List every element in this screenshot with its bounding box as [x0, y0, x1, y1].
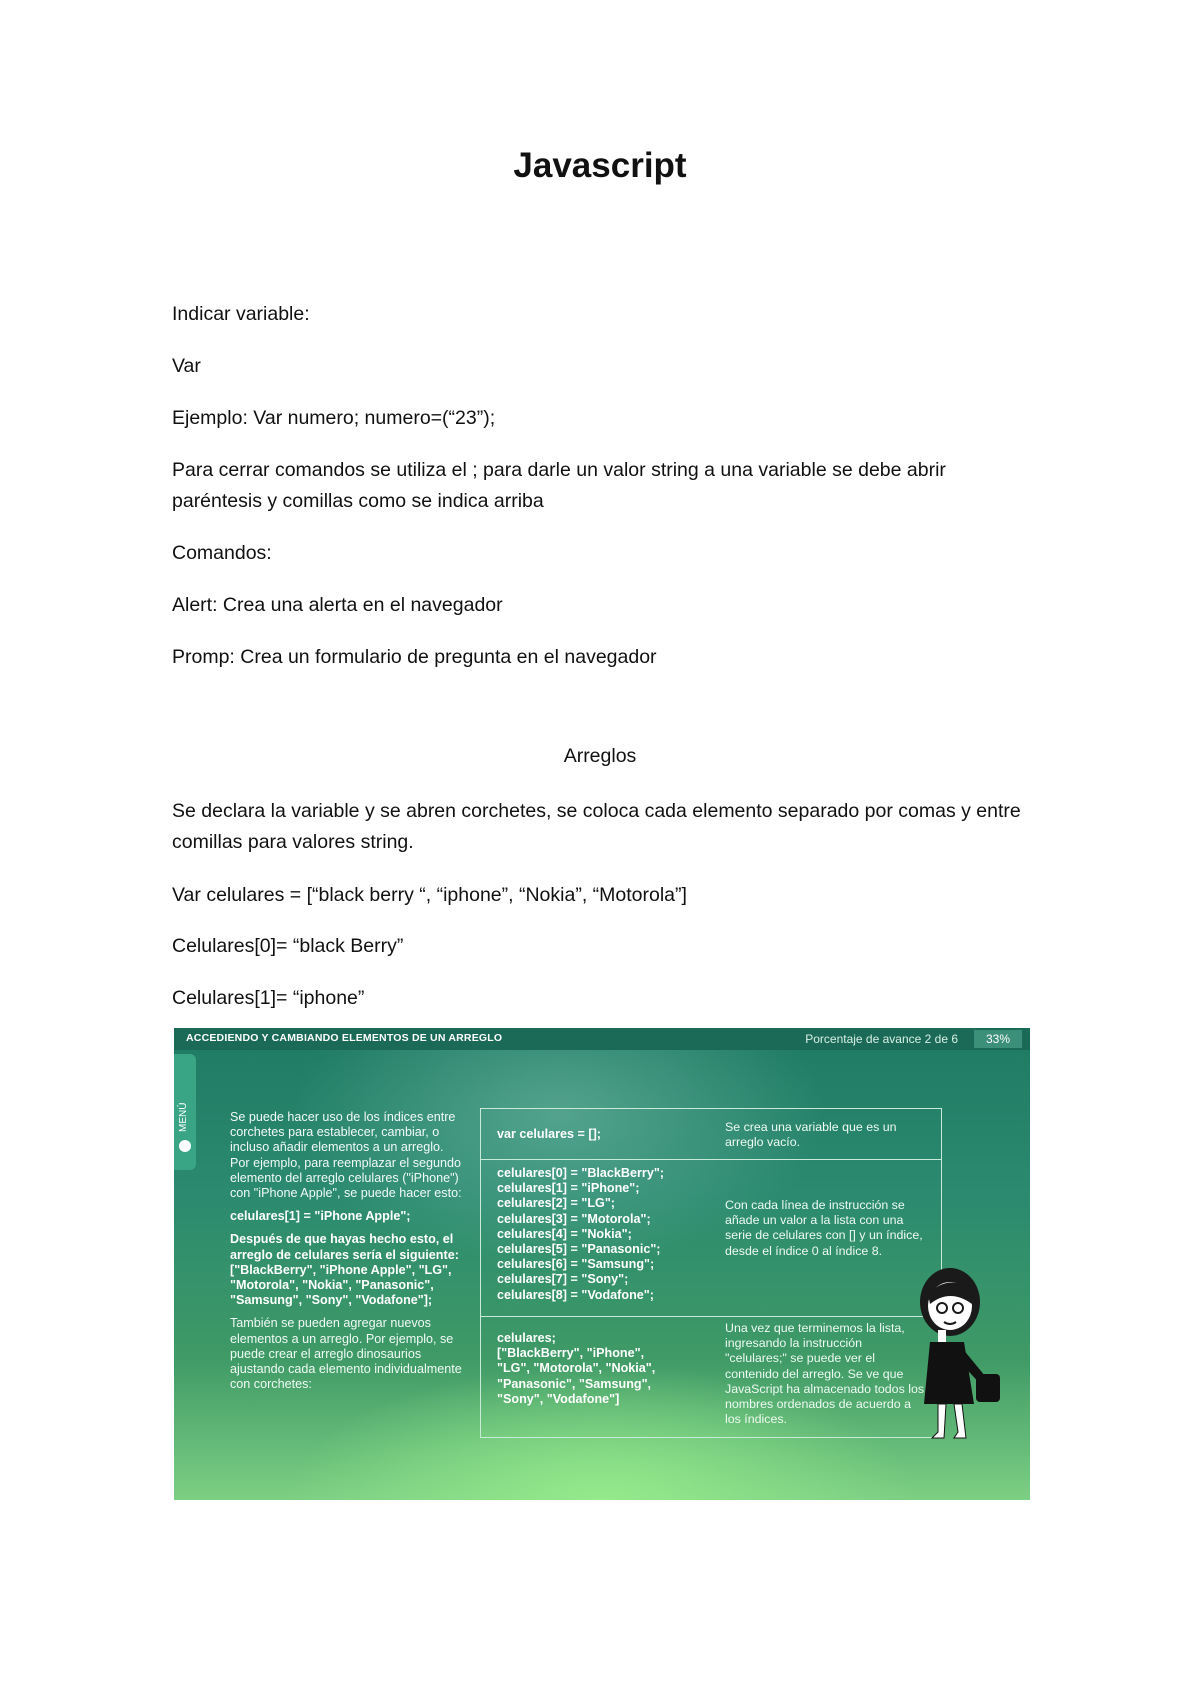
section-heading-arreglos: Arreglos [563, 745, 637, 767]
code-line: celulares[0] = "BlackBerry"; [497, 1166, 665, 1180]
code-line: "Panasonic", "Samsung", [497, 1376, 652, 1391]
progress-percent: 33% [974, 1030, 1022, 1048]
paragraph-cerrar-comandos: Para cerrar comandos se utiliza el ; para darle un valor string a una variable se debe abrir paréntesis y comillas como se indica arriba [172, 459, 946, 512]
paragraph-var-celulares: Var celulares = [“black berry “, “iphone”, “Nokia”, “Motorola”] [172, 884, 687, 906]
paragraph-indicar-variable: Indicar variable: [172, 303, 310, 325]
paragraph-celulares-0: Celulares[0]= “black Berry” [172, 935, 404, 957]
paragraph-promp: Promp: Crea un formulario de pregunta en el navegador [172, 646, 657, 668]
code-table-row [481, 1316, 941, 1437]
cartoon-girl-illustration [898, 1264, 1008, 1444]
side-menu-tab [174, 1054, 196, 1170]
tutorial-header-title: ACCEDIENDO Y CAMBIANDO ELEMENTOS DE UN ARREGLO [186, 1032, 503, 1044]
paragraph-var: Var [172, 355, 201, 377]
code-line: celulares[7] = "Sony"; [497, 1272, 629, 1287]
tutorial-header-bar [174, 1028, 1030, 1050]
paragraph-celulares-1: Celulares[1]= “iphone” [172, 987, 365, 1009]
code-line: celulares[3] = "Motorola"; [497, 1211, 651, 1226]
row3-description: Una vez que terminemos la lista, ingresando la instrucción "celulares;" se puede ver el contenido del arreglo. Se ve que JavaScript ha almacenado todos los nombres ordenados de acuerdo a los índices. [725, 1321, 925, 1427]
progress-label: Porcentaje de avance 2 de 6 [805, 1032, 958, 1046]
explanation-paragraph-1: Se puede hacer uso de los índices entre corchetes para establecer, cambiar, o incluso añadir elementos a un arreglo. Por ejemplo, para reemplazar el segundo elemento del arreglo celulares ("iPhone") con "iPhone Apple", se puede hacer esto: [230, 1110, 462, 1201]
code-table [480, 1108, 942, 1438]
code-line: "Sony", "Vodafone"] [497, 1391, 620, 1406]
code-line: celulares[4] = "Nokia"; [497, 1226, 632, 1241]
tutorial-explanation [230, 1110, 462, 1400]
code-table-row [481, 1109, 941, 1159]
code-line: celulares[5] = "Panasonic"; [497, 1242, 661, 1257]
row1-code: var celulares = []; [497, 1127, 601, 1141]
page-title: Javascript [513, 146, 687, 185]
code-line: ["BlackBerry", "iPhone", [497, 1346, 645, 1361]
row3-code [497, 1331, 655, 1407]
globe-icon [179, 1140, 191, 1152]
row2-description: Con cada línea de instrucción se añade un valor a la lista con una serie de celulares con [] y un índice, desde el índice 0 al índice 8. [725, 1198, 923, 1258]
row1-description: Se crea una variable que es un arreglo vacío. [725, 1120, 897, 1150]
paragraph-ejemplo: Ejemplo: Var numero; numero=(“23”); [172, 407, 496, 429]
code-line: celulares[2] = "LG"; [497, 1196, 615, 1211]
paragraph-declara-variable: Se declara la variable y se abren corchetes, se coloca cada elemento separado por comas y entre comillas para valores string. [172, 800, 1021, 853]
code-line: celulares; [497, 1331, 556, 1345]
code-line: celulares[8] = "Vodafone"; [497, 1287, 654, 1302]
side-menu-label: MENÚ [178, 1102, 189, 1132]
paragraph-alert: Alert: Crea una alerta en el navegador [172, 594, 503, 616]
explanation-paragraph-3: También se pueden agregar nuevos elementos a un arreglo. Por ejemplo, se puede crear el arreglo dinosaurios ajustando cada elemento individualmente con corchetes: [230, 1316, 462, 1392]
code-line: "LG", "Motorola", "Nokia", [497, 1361, 656, 1376]
code-table-row [481, 1159, 941, 1316]
explanation-paragraph-2: Después de que hayas hecho esto, el arreglo de celulares sería el siguiente: ["BlackBerry", "iPhone Apple", "LG", "Motorola", "Nokia", "Panasonic", "Samsung", "Sony", "Vodafone"]; [230, 1232, 459, 1308]
explanation-code-1: celulares[1] = "iPhone Apple"; [230, 1209, 411, 1224]
code-line: celulares[1] = "iPhone"; [497, 1181, 640, 1196]
embedded-tutorial-screenshot [174, 1028, 1030, 1500]
row2-code [497, 1166, 664, 1303]
paragraph-comandos: Comandos: [172, 542, 272, 564]
code-line: celulares[6] = "Samsung"; [497, 1257, 655, 1272]
